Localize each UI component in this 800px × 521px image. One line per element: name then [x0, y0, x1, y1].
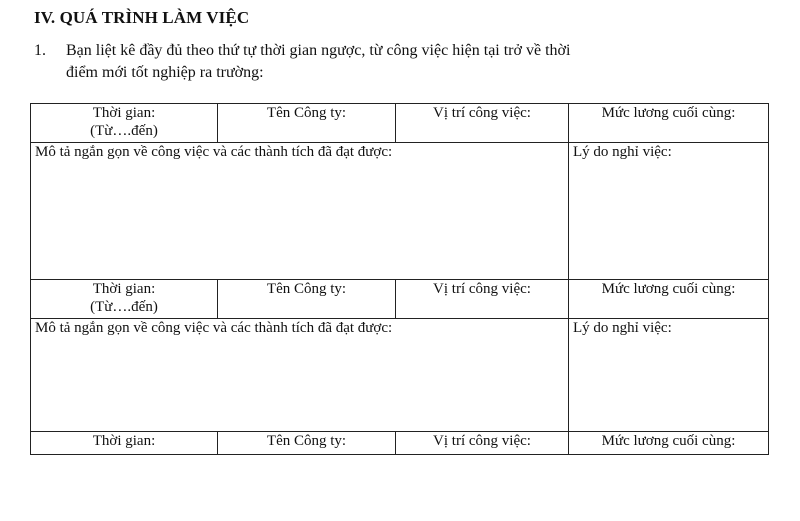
company-label: Tên Công ty: — [266, 281, 347, 297]
reason-cell[interactable] — [569, 319, 769, 432]
position-label: Vị trí công việc: — [433, 281, 531, 297]
company-cell[interactable] — [218, 280, 396, 319]
company-label: Tên Công ty: — [266, 105, 347, 121]
position-cell[interactable] — [396, 104, 569, 143]
salary-label: Mức lương cuối cùng: — [601, 433, 736, 449]
salary-cell[interactable] — [569, 432, 769, 455]
time-range-label: (Từ….đến) — [90, 123, 158, 139]
position-cell[interactable] — [396, 280, 569, 319]
position-label: Vị trí công việc: — [433, 433, 531, 449]
description-label: Mô tả ngắn gọn về công việc và các thành tích đã đạt được: — [35, 144, 393, 160]
reason-cell[interactable] — [569, 143, 769, 280]
table-row — [31, 104, 769, 143]
salary-cell[interactable] — [569, 104, 769, 143]
time-label: Thời gian: — [92, 105, 156, 121]
reason-label: Lý do nghỉ việc: — [573, 144, 672, 160]
time-cell[interactable] — [31, 104, 218, 143]
table-row — [31, 319, 769, 432]
time-cell[interactable] — [31, 432, 218, 455]
item-text-line-1: Bạn liệt kê đầy đủ theo thứ tự thời gian ngược, từ công việc hiện tại trở về thời — [66, 42, 571, 59]
item-number: 1. — [34, 42, 46, 59]
company-label: Tên Công ty: — [266, 433, 347, 449]
table-row — [31, 432, 769, 455]
item-text-line-2: điểm mới tốt nghiệp ra trường: — [66, 64, 264, 81]
time-label: Thời gian: — [92, 281, 156, 297]
table-row — [31, 280, 769, 319]
reason-label: Lý do nghỉ việc: — [573, 320, 672, 336]
salary-cell[interactable] — [569, 280, 769, 319]
description-label: Mô tả ngắn gọn về công việc và các thành tích đã đạt được: — [35, 320, 393, 336]
company-cell[interactable] — [218, 432, 396, 455]
description-cell[interactable] — [31, 319, 569, 432]
time-cell[interactable] — [31, 280, 218, 319]
position-label: Vị trí công việc: — [433, 105, 531, 121]
salary-label: Mức lương cuối cùng: — [601, 105, 736, 121]
position-cell[interactable] — [396, 432, 569, 455]
salary-label: Mức lương cuối cùng: — [601, 281, 736, 297]
time-range-label: (Từ….đến) — [90, 299, 158, 315]
table-row — [31, 143, 769, 280]
company-cell[interactable] — [218, 104, 396, 143]
work-history-table — [30, 103, 769, 455]
description-cell[interactable] — [31, 143, 569, 280]
time-label: Thời gian: — [92, 433, 156, 449]
section-heading: IV. QUÁ TRÌNH LÀM VIỆC — [34, 8, 250, 27]
